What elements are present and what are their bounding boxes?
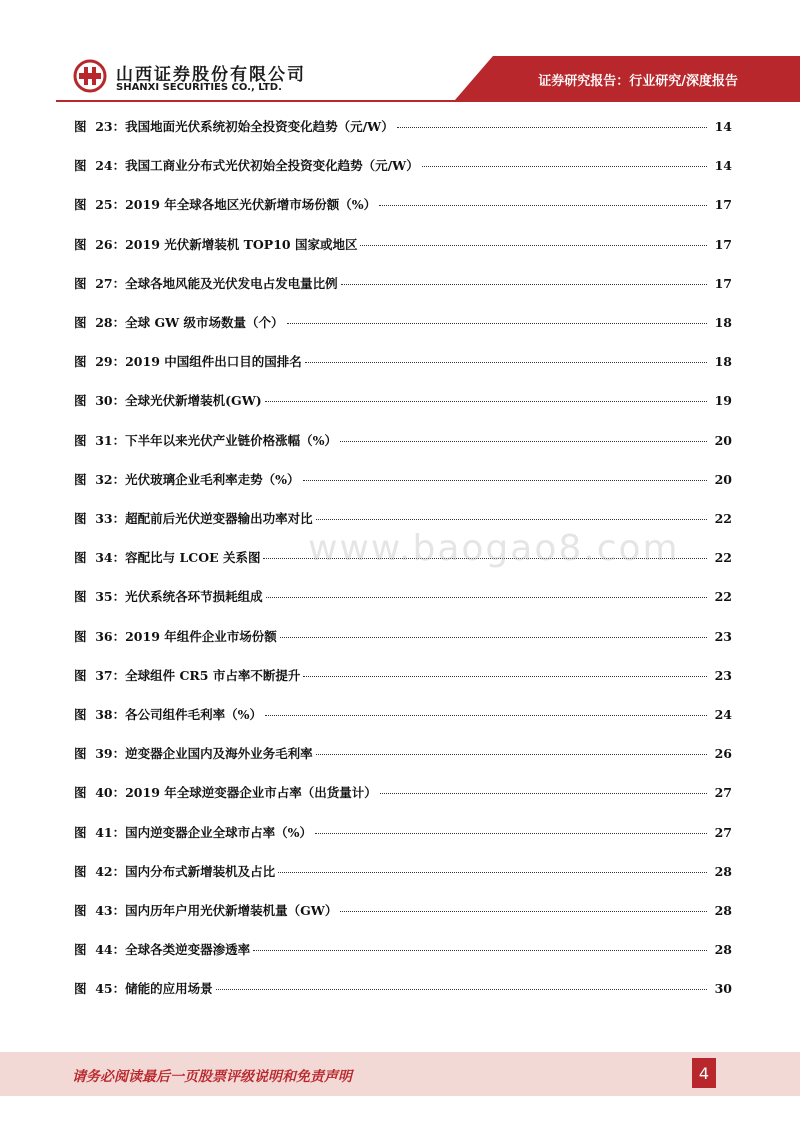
page-reference: 20 (714, 432, 732, 448)
figure-number: 图 35： (74, 589, 126, 605)
company-name-cn: 山西证券股份有限公司 (116, 65, 306, 85)
figure-number: 图 26： (74, 236, 126, 252)
dot-leader (216, 979, 707, 990)
figure-title: 下半年以来光伏产业链价格涨幅（%） (125, 432, 337, 448)
figure-title: 全球组件 CR5 市占率不断提升 (125, 667, 301, 683)
figure-title: 全球 GW 级市场数量（个） (125, 315, 284, 330)
page-number: 4 (692, 1058, 716, 1088)
figure-title: 2019 中国组件出口目的国排名 (125, 354, 302, 370)
toc-entry[interactable] (74, 431, 732, 449)
figure-title: 2019 光伏新增装机 TOP10 国家或地区 (125, 236, 358, 252)
page-reference: 14 (714, 158, 732, 174)
dot-leader (340, 431, 707, 442)
dot-leader (380, 783, 707, 794)
dot-leader (360, 235, 707, 246)
dot-leader (303, 666, 707, 677)
figure-title: 国内历年户用光伏新增装机量（GW） (125, 903, 338, 918)
toc-entry[interactable] (74, 940, 732, 958)
figure-title: 各公司组件毛利率（%） (125, 707, 262, 722)
report-type-label: 证券研究报告：行业研究/深度报告 (538, 74, 738, 89)
toc-entry[interactable] (74, 823, 732, 841)
page-reference: 27 (714, 824, 732, 840)
dot-leader (305, 352, 707, 363)
toc-entry[interactable] (74, 862, 732, 880)
figure-title: 超配前后光伏逆变器输出功率对比 (125, 511, 313, 526)
dot-leader (341, 274, 707, 285)
figure-number: 图 44： (74, 942, 126, 958)
figure-number: 图 41： (74, 824, 126, 840)
dot-leader (397, 117, 707, 128)
page-reference: 28 (714, 863, 732, 879)
figure-number: 图 31： (74, 432, 126, 448)
page-reference: 22 (714, 589, 732, 605)
figure-title: 储能的应用场景 (125, 981, 213, 997)
figure-number: 图 42： (74, 863, 126, 879)
toc-entry[interactable] (74, 156, 732, 174)
toc-entry[interactable] (74, 117, 732, 135)
page-reference: 17 (714, 275, 732, 291)
figure-title: 全球各类逆变器渗透率 (125, 942, 251, 958)
page-reference: 23 (714, 667, 732, 683)
toc-entry[interactable] (74, 627, 732, 645)
page-reference: 28 (714, 942, 732, 958)
toc-entry[interactable] (74, 705, 732, 723)
page-reference: 18 (714, 354, 732, 370)
figure-number: 图 25： (74, 197, 126, 213)
page-reference: 22 (714, 511, 732, 526)
dot-leader (422, 156, 707, 167)
figure-number: 图 34： (74, 550, 126, 566)
dot-leader (253, 940, 707, 951)
dot-leader (316, 509, 707, 520)
toc-entry[interactable] (74, 391, 732, 409)
page-reference: 17 (714, 236, 732, 252)
page-reference: 26 (714, 746, 732, 762)
figure-title: 全球光伏新增装机(GW) (125, 393, 262, 409)
dot-leader (280, 627, 707, 638)
toc-entry[interactable] (74, 783, 732, 801)
figure-number: 图 39： (74, 746, 126, 762)
toc-entry[interactable] (74, 352, 732, 370)
figure-number: 图 45： (74, 981, 126, 997)
disclaimer-notice: 请务必阅读最后一页股票评级说明和免责声明 (72, 1069, 352, 1085)
watermark: www.baogao8.com (308, 528, 680, 569)
figure-number: 图 28： (74, 315, 126, 330)
toc-entry[interactable] (74, 195, 732, 213)
page-reference: 19 (714, 393, 732, 409)
figure-title: 2019 年全球逆变器企业市占率（出货量计） (125, 785, 377, 801)
figure-number: 图 24： (74, 158, 126, 174)
toc-entry[interactable] (74, 509, 732, 527)
figure-number: 图 29： (74, 354, 126, 370)
dot-leader (379, 195, 707, 206)
figure-number: 图 36： (74, 628, 126, 644)
figure-title: 容配比与 LCOE 关系图 (125, 550, 261, 566)
figure-number: 图 32： (74, 471, 126, 487)
page-reference: 27 (714, 785, 732, 801)
company-name-en: SHANXI SECURITIES CO., LTD. (116, 82, 282, 93)
toc-entry[interactable] (74, 979, 732, 997)
toc-entry[interactable] (74, 470, 732, 488)
page-reference: 30 (714, 981, 732, 997)
figure-number: 图 43： (74, 903, 126, 918)
toc-entry[interactable] (74, 235, 732, 253)
figure-title: 全球各地风能及光伏发电占发电量比例 (125, 275, 338, 291)
page-reference: 28 (714, 903, 732, 918)
dot-leader (278, 862, 707, 873)
page-reference: 23 (714, 628, 732, 644)
figure-number: 图 23： (74, 119, 126, 134)
dot-leader (265, 391, 707, 402)
toc-entry[interactable] (74, 744, 732, 762)
page-reference: 22 (714, 550, 732, 566)
figure-title: 2019 年全球各地区光伏新增市场份额（%） (125, 197, 377, 213)
page-reference: 18 (714, 315, 732, 330)
toc-entry[interactable] (74, 313, 732, 331)
dot-leader (340, 901, 707, 912)
figure-number: 图 38： (74, 707, 126, 722)
figure-title: 我国工商业分布式光伏初始全投资变化趋势（元/W） (125, 158, 419, 174)
figure-title: 国内逆变器企业全球市占率（%） (125, 824, 312, 840)
dot-leader (315, 823, 707, 834)
toc-entry[interactable] (74, 901, 732, 919)
page-reference: 14 (714, 119, 732, 134)
toc-entry[interactable] (74, 587, 732, 605)
dot-leader (266, 587, 707, 598)
dot-leader (287, 313, 707, 324)
dot-leader (316, 744, 707, 755)
figure-number: 图 27： (74, 275, 126, 291)
figure-title: 光伏系统各环节损耗组成 (125, 589, 263, 605)
figure-title: 逆变器企业国内及海外业务毛利率 (125, 746, 313, 762)
figure-number: 图 37： (74, 667, 126, 683)
figure-title: 2019 年组件企业市场份额 (125, 628, 277, 644)
dot-leader (303, 470, 708, 481)
dot-leader (265, 705, 707, 716)
toc-entry[interactable] (74, 666, 732, 684)
page-reference: 24 (714, 707, 732, 722)
figure-title: 国内分布式新增装机及占比 (125, 863, 276, 879)
figure-number: 图 40： (74, 785, 126, 801)
toc-entry[interactable] (74, 274, 732, 292)
page-reference: 17 (714, 197, 732, 213)
figure-number: 图 33： (74, 511, 126, 526)
figure-title: 我国地面光伏系统初始全投资变化趋势（元/W） (125, 119, 394, 134)
figure-title: 光伏玻璃企业毛利率走势（%） (125, 471, 300, 487)
figure-number: 图 30： (74, 393, 126, 409)
page-reference: 20 (714, 471, 732, 487)
